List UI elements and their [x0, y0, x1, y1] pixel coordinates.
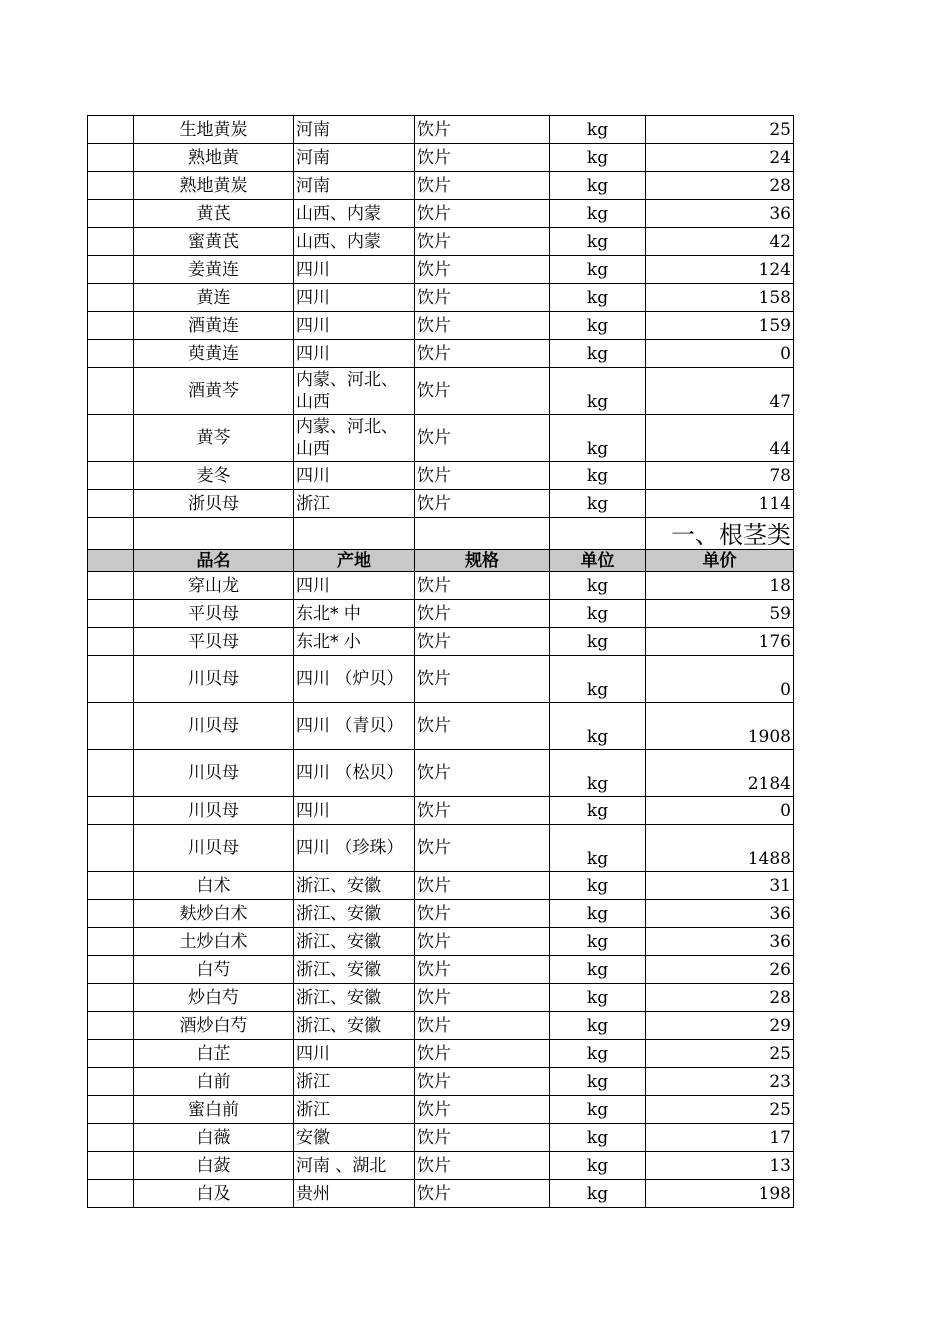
cell-index: [88, 825, 134, 872]
cell-index: [88, 518, 134, 550]
table-row: [88, 1152, 794, 1180]
cell-index: [88, 1012, 134, 1040]
cell-spec: 饮片: [415, 1012, 550, 1040]
cell-origin: 安徽: [294, 1124, 415, 1152]
cell-price: 0: [646, 797, 794, 825]
cell-name: 酒黄连: [134, 312, 294, 340]
cell-index: [88, 284, 134, 312]
cell-origin: 内蒙、河北、山西: [294, 415, 415, 462]
cell-price: 44: [646, 415, 794, 462]
table-row: [88, 750, 794, 797]
cell-index: [88, 340, 134, 368]
cell-origin: 浙江、安徽: [294, 872, 415, 900]
cell-unit: kg: [550, 368, 646, 415]
cell-spec: 饮片: [415, 172, 550, 200]
table-row: [88, 900, 794, 928]
cell-spec: 饮片: [415, 116, 550, 144]
cell-unit: kg: [550, 956, 646, 984]
cell-origin: 四川 （炉贝）: [294, 656, 415, 703]
cell-spec: 饮片: [415, 750, 550, 797]
table-row: [88, 703, 794, 750]
cell-origin: 四川: [294, 256, 415, 284]
cell-origin: 浙江: [294, 1096, 415, 1124]
cell-name: 白术: [134, 872, 294, 900]
cell-index: [88, 656, 134, 703]
cell-spec: 饮片: [415, 628, 550, 656]
cell-unit: kg: [550, 415, 646, 462]
cell-unit: kg: [550, 628, 646, 656]
table-row: [88, 1040, 794, 1068]
cell-unit: kg: [550, 1096, 646, 1124]
cell-unit: kg: [550, 572, 646, 600]
cell-index: [88, 900, 134, 928]
cell-unit: kg: [550, 928, 646, 956]
cell-price: 124: [646, 256, 794, 284]
header-spec: 规格: [415, 550, 550, 572]
cell-name: 萸黄连: [134, 340, 294, 368]
cell-spec: 饮片: [415, 200, 550, 228]
cell-name: 熟地黄: [134, 144, 294, 172]
table-row: [88, 1124, 794, 1152]
cell-spec: 饮片: [415, 872, 550, 900]
cell-unit: kg: [550, 490, 646, 518]
cell-price: 26: [646, 956, 794, 984]
table-row: [88, 1012, 794, 1040]
cell-origin: 浙江: [294, 1068, 415, 1096]
table-row: [88, 1068, 794, 1096]
cell-spec: 饮片: [415, 1096, 550, 1124]
cell-spec: 饮片: [415, 656, 550, 703]
cell-spec: 饮片: [415, 900, 550, 928]
table-row: [88, 415, 794, 462]
cell-origin: 四川: [294, 1040, 415, 1068]
cell-name: [134, 518, 294, 550]
cell-price: 158: [646, 284, 794, 312]
cell-price: 18: [646, 572, 794, 600]
cell-name: 平贝母: [134, 600, 294, 628]
table-row: [88, 872, 794, 900]
cell-index: [88, 144, 134, 172]
cell-index: [88, 1040, 134, 1068]
cell-index: [88, 628, 134, 656]
cell-origin: 浙江、安徽: [294, 1012, 415, 1040]
cell-name: 酒黄芩: [134, 368, 294, 415]
cell-origin: 四川: [294, 312, 415, 340]
cell-spec: 饮片: [415, 415, 550, 462]
table-row: [88, 200, 794, 228]
cell-unit: kg: [550, 750, 646, 797]
cell-index: [88, 256, 134, 284]
cell-origin: 东北* 中: [294, 600, 415, 628]
cell-origin: 四川: [294, 462, 415, 490]
cell-origin: 山西、内蒙: [294, 228, 415, 256]
cell-spec: 饮片: [415, 956, 550, 984]
cell-spec: 饮片: [415, 462, 550, 490]
cell-index: [88, 415, 134, 462]
cell-name: 川贝母: [134, 656, 294, 703]
cell-unit: kg: [550, 1040, 646, 1068]
cell-spec: 饮片: [415, 1068, 550, 1096]
cell-origin: 山西、内蒙: [294, 200, 415, 228]
cell-origin: [294, 518, 415, 550]
cell-name: 麸炒白术: [134, 900, 294, 928]
cell-unit: kg: [550, 1124, 646, 1152]
cell-origin: 东北* 小: [294, 628, 415, 656]
cell-name: 穿山龙: [134, 572, 294, 600]
cell-unit: kg: [550, 312, 646, 340]
cell-price: 114: [646, 490, 794, 518]
cell-origin: 内蒙、河北、山西: [294, 368, 415, 415]
cell-name: 白及: [134, 1180, 294, 1208]
cell-price: 159: [646, 312, 794, 340]
cell-origin: 四川: [294, 797, 415, 825]
cell-index: [88, 1180, 134, 1208]
cell-spec: 饮片: [415, 1180, 550, 1208]
cell-origin: 四川: [294, 284, 415, 312]
header-price: 单价: [646, 550, 794, 572]
cell-price: 36: [646, 900, 794, 928]
cell-origin: 浙江、安徽: [294, 984, 415, 1012]
cell-unit: kg: [550, 228, 646, 256]
cell-unit: kg: [550, 200, 646, 228]
cell-unit: kg: [550, 1012, 646, 1040]
cell-name: 生地黄炭: [134, 116, 294, 144]
cell-price: 29: [646, 1012, 794, 1040]
cell-spec: 饮片: [415, 572, 550, 600]
cell-name: 川贝母: [134, 750, 294, 797]
cell-price: 24: [646, 144, 794, 172]
cell-index: [88, 172, 134, 200]
cell-spec: 饮片: [415, 144, 550, 172]
cell-index: [88, 228, 134, 256]
cell-unit: kg: [550, 984, 646, 1012]
cell-unit: kg: [550, 600, 646, 628]
cell-spec: 饮片: [415, 312, 550, 340]
table-row: [88, 462, 794, 490]
cell-price: 25: [646, 1096, 794, 1124]
cell-name: 平贝母: [134, 628, 294, 656]
cell-name: 黄芪: [134, 200, 294, 228]
cell-unit: kg: [550, 1068, 646, 1096]
cell-price: 47: [646, 368, 794, 415]
table-row: [88, 572, 794, 600]
cell-price: 1908: [646, 703, 794, 750]
table-row: [88, 928, 794, 956]
cell-name: 麦冬: [134, 462, 294, 490]
table-row: [88, 1096, 794, 1124]
cell-origin: 贵州: [294, 1180, 415, 1208]
cell-spec: 饮片: [415, 490, 550, 518]
cell-origin: 四川 （珍珠）: [294, 825, 415, 872]
table-row: [88, 144, 794, 172]
cell-unit: kg: [550, 256, 646, 284]
cell-index: [88, 200, 134, 228]
table-row: [88, 256, 794, 284]
cell-unit: kg: [550, 900, 646, 928]
cell-name: 姜黄连: [134, 256, 294, 284]
cell-index: [88, 490, 134, 518]
table-row: [88, 1180, 794, 1208]
cell-unit: kg: [550, 703, 646, 750]
cell-price: 36: [646, 928, 794, 956]
section-row: [88, 518, 794, 550]
cell-price: 42: [646, 228, 794, 256]
cell-origin: 河南: [294, 144, 415, 172]
cell-origin: 浙江: [294, 490, 415, 518]
cell-origin: 四川 （松贝）: [294, 750, 415, 797]
cell-name: 川贝母: [134, 825, 294, 872]
table-row: [88, 284, 794, 312]
cell-name: 浙贝母: [134, 490, 294, 518]
table-row: [88, 312, 794, 340]
cell-spec: 饮片: [415, 984, 550, 1012]
cell-price: 2184: [646, 750, 794, 797]
cell-price: 17: [646, 1124, 794, 1152]
cell-unit: kg: [550, 872, 646, 900]
cell-name: 白芍: [134, 956, 294, 984]
cell-unit: kg: [550, 825, 646, 872]
cell-index: [88, 572, 134, 600]
cell-origin: 河南 、湖北: [294, 1152, 415, 1180]
cell-index: [88, 368, 134, 415]
cell-index: [88, 928, 134, 956]
header-row: [88, 550, 794, 572]
table-row: [88, 956, 794, 984]
cell-index: [88, 797, 134, 825]
cell-spec: 饮片: [415, 1040, 550, 1068]
table-row: [88, 797, 794, 825]
cell-unit: kg: [550, 116, 646, 144]
cell-index: [88, 600, 134, 628]
section-block: [88, 518, 794, 572]
cell-spec: 饮片: [415, 368, 550, 415]
cell-spec: 饮片: [415, 340, 550, 368]
cell-name: 黄芩: [134, 415, 294, 462]
cell-price: 0: [646, 340, 794, 368]
header-unit: 单位: [550, 550, 646, 572]
cell-index: [88, 703, 134, 750]
cell-origin: 河南: [294, 172, 415, 200]
cell-unit: kg: [550, 1180, 646, 1208]
cell-unit: kg: [550, 144, 646, 172]
cell-price: 0: [646, 656, 794, 703]
cell-index: [88, 312, 134, 340]
cell-spec: 饮片: [415, 825, 550, 872]
cell-name: 白薇: [134, 1124, 294, 1152]
table-row: [88, 825, 794, 872]
cell-unit: kg: [550, 1152, 646, 1180]
cell-price: 59: [646, 600, 794, 628]
table-row: [88, 628, 794, 656]
table-row: [88, 600, 794, 628]
cell-origin: 四川 （青贝）: [294, 703, 415, 750]
cell-price: 13: [646, 1152, 794, 1180]
cell-origin: 浙江、安徽: [294, 900, 415, 928]
cell-unit: [550, 518, 646, 550]
cell-name: 白芷: [134, 1040, 294, 1068]
cell-spec: [415, 518, 550, 550]
cell-price: 198: [646, 1180, 794, 1208]
cell-index: [88, 462, 134, 490]
cell-origin: 四川: [294, 572, 415, 600]
cell-spec: 饮片: [415, 1152, 550, 1180]
cell-index: [88, 956, 134, 984]
section-title: 一、根茎类: [646, 518, 794, 550]
cell-name: 炒白芍: [134, 984, 294, 1012]
cell-spec: 饮片: [415, 256, 550, 284]
cell-unit: kg: [550, 284, 646, 312]
table-row: [88, 228, 794, 256]
cell-origin: 浙江、安徽: [294, 956, 415, 984]
cell-index: [88, 116, 134, 144]
cell-spec: 饮片: [415, 928, 550, 956]
price-table: [87, 115, 794, 1208]
cell-name: 白前: [134, 1068, 294, 1096]
cell-price: 23: [646, 1068, 794, 1096]
header-index: [88, 550, 134, 572]
table-row: [88, 490, 794, 518]
cell-name: 蜜白前: [134, 1096, 294, 1124]
table-row: [88, 368, 794, 415]
cell-name: 白蔹: [134, 1152, 294, 1180]
cell-index: [88, 872, 134, 900]
cell-name: 蜜黄芪: [134, 228, 294, 256]
cell-unit: kg: [550, 340, 646, 368]
cell-unit: kg: [550, 797, 646, 825]
table-row: [88, 984, 794, 1012]
header-name: 品名: [134, 550, 294, 572]
cell-price: 1488: [646, 825, 794, 872]
cell-index: [88, 1068, 134, 1096]
cell-price: 25: [646, 1040, 794, 1068]
table-body-top: [88, 116, 794, 518]
cell-index: [88, 750, 134, 797]
table-row: [88, 656, 794, 703]
cell-price: 25: [646, 116, 794, 144]
cell-spec: 饮片: [415, 600, 550, 628]
cell-price: 31: [646, 872, 794, 900]
cell-price: 176: [646, 628, 794, 656]
cell-spec: 饮片: [415, 284, 550, 312]
cell-index: [88, 1152, 134, 1180]
cell-index: [88, 1124, 134, 1152]
cell-origin: 浙江、安徽: [294, 928, 415, 956]
cell-origin: 四川: [294, 340, 415, 368]
cell-unit: kg: [550, 172, 646, 200]
cell-index: [88, 984, 134, 1012]
cell-name: 熟地黄炭: [134, 172, 294, 200]
cell-price: 36: [646, 200, 794, 228]
cell-name: 川贝母: [134, 703, 294, 750]
cell-price: 78: [646, 462, 794, 490]
cell-price: 28: [646, 984, 794, 1012]
cell-unit: kg: [550, 656, 646, 703]
cell-price: 28: [646, 172, 794, 200]
cell-spec: 饮片: [415, 703, 550, 750]
cell-name: 酒炒白芍: [134, 1012, 294, 1040]
cell-name: 土炒白术: [134, 928, 294, 956]
table-row: [88, 340, 794, 368]
cell-unit: kg: [550, 462, 646, 490]
cell-name: 川贝母: [134, 797, 294, 825]
cell-spec: 饮片: [415, 1124, 550, 1152]
cell-origin: 河南: [294, 116, 415, 144]
cell-name: 黄连: [134, 284, 294, 312]
table-body-bottom: [88, 572, 794, 1208]
cell-index: [88, 1096, 134, 1124]
cell-spec: 饮片: [415, 797, 550, 825]
header-origin: 产地: [294, 550, 415, 572]
table-row: [88, 172, 794, 200]
cell-spec: 饮片: [415, 228, 550, 256]
table-row: [88, 116, 794, 144]
